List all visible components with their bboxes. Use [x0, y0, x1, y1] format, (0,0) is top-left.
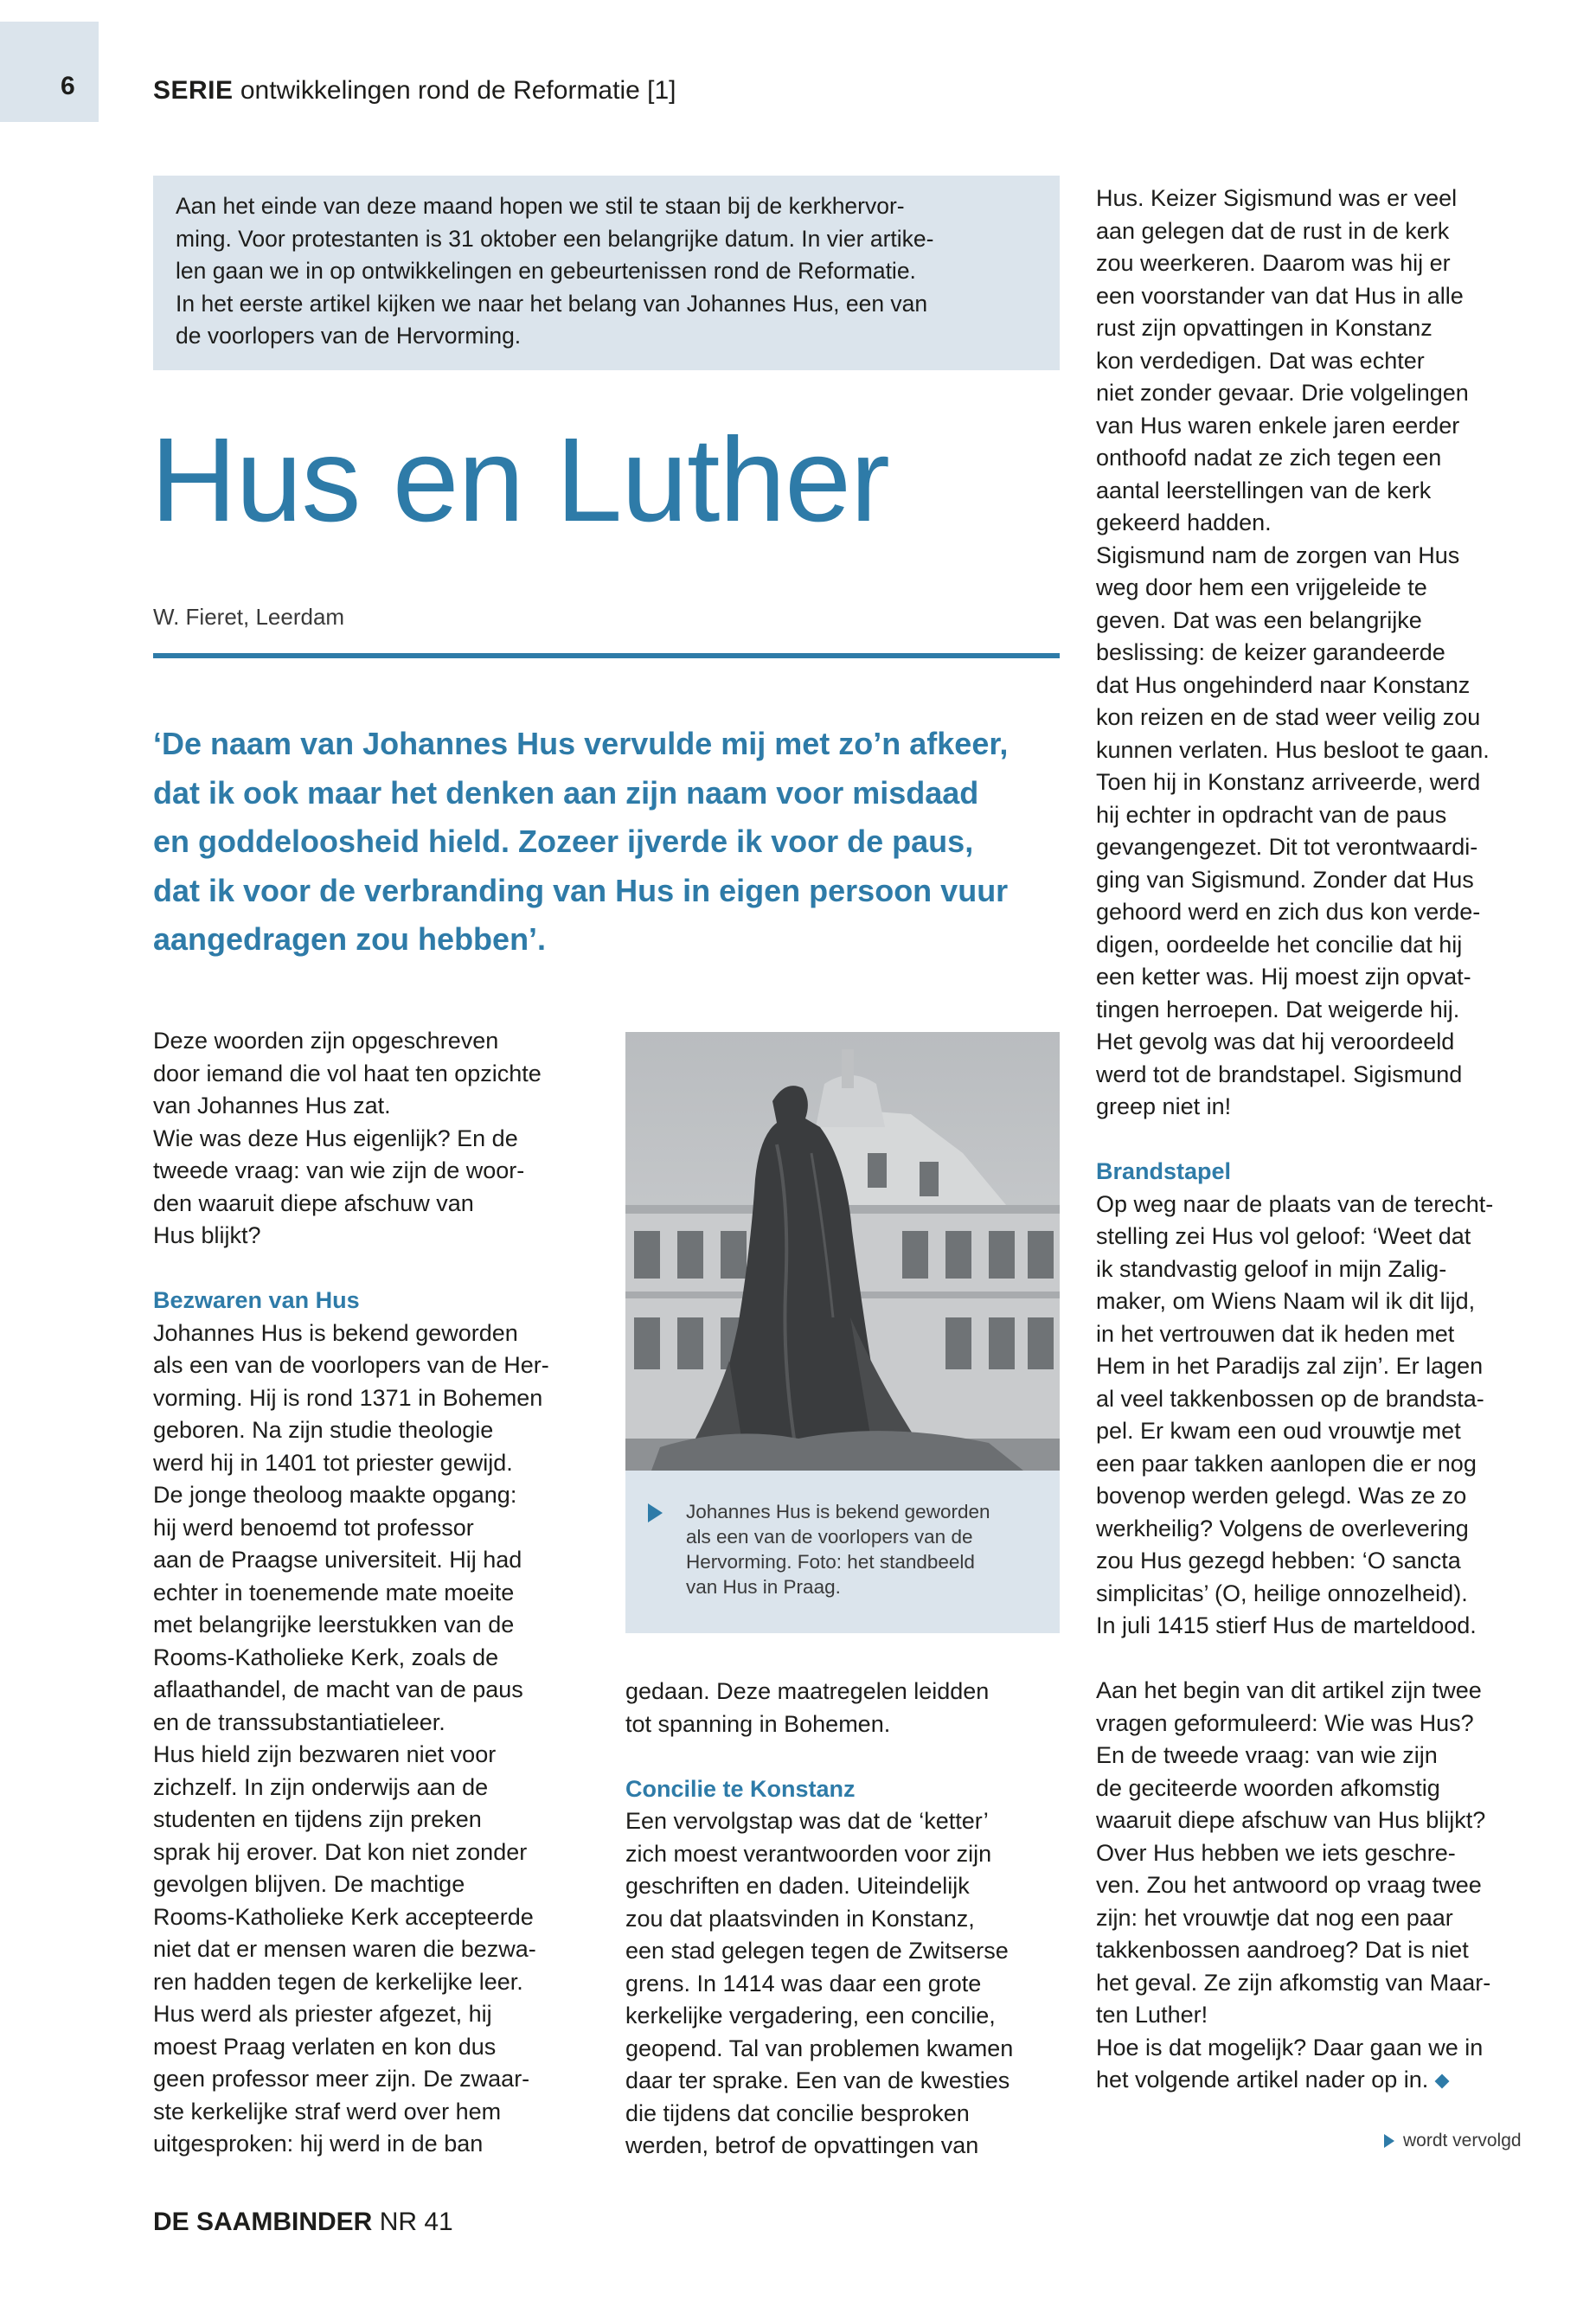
text-line: gehoord werd en zich dus kon verde-	[1096, 899, 1481, 925]
text-line: vorming. Hij is rond 1371 in Bohemen	[153, 1384, 543, 1411]
text-line: al veel takkenbossen op de brandsta-	[1096, 1385, 1484, 1412]
text-line: kon reizen en de stad weer veilig zou	[1096, 704, 1481, 730]
text-line: gevolgen blijven. De machtige	[153, 1871, 465, 1897]
text-line: een stad gelegen tegen de Zwitserse	[625, 1938, 1009, 1964]
text-line: in het vertrouwen dat ik heden met	[1096, 1320, 1455, 1347]
text-line: Rooms-Katholieke Kerk, zoals de	[153, 1644, 499, 1670]
text-line: digen, oordeelde het concilie dat hij	[1096, 931, 1463, 958]
text-line: werd hij in 1401 tot priester gewijd.	[153, 1449, 513, 1476]
text-line: len gaan we in op ontwikkelingen en gebeurtenissen rond de Reformatie.	[176, 258, 916, 284]
text-line: hij echter in opdracht van de paus	[1096, 801, 1447, 828]
text-line: een ketter was. Hij moest zijn opvat-	[1096, 964, 1471, 990]
col2-paragraph-1	[625, 1676, 1062, 1740]
paragraph-gap	[1096, 1643, 1537, 1676]
text-line: tingen herroepen. Dat weigerde hij.	[1096, 996, 1460, 1022]
text-line: ren hadden tegen de kerkelijke leer.	[153, 1968, 523, 1995]
text-line: In juli 1415 stierf Hus de marteldood.	[1096, 1612, 1477, 1638]
text-line: gedaan. Deze maatregelen leidden	[625, 1678, 990, 1704]
text-line: een paar takken aanlopen die er nog	[1096, 1450, 1477, 1477]
text-line: dat ik ook maar het denken aan zijn naam voor misdaad	[153, 774, 979, 811]
text-line: werkheilig? Volgens de overlevering	[1096, 1515, 1469, 1541]
statue-photo	[625, 1032, 1060, 1471]
text-line: Over Hus hebben we iets geschre-	[1096, 1839, 1456, 1866]
text-line: van Johannes Hus zat.	[153, 1093, 391, 1118]
text-line: ming. Voor protestanten is 31 oktober een belangrijke datum. In vier artike-	[176, 225, 934, 252]
text-line: gekeerd hadden.	[1096, 510, 1272, 535]
text-line: maker, om Wiens Naam wil ik dit lijd,	[1096, 1288, 1476, 1314]
paragraph-gap	[1096, 1124, 1537, 1157]
col3-paragraph-1	[1096, 183, 1537, 1124]
photo-caption-box	[625, 1471, 1060, 1633]
text-line: werd tot de brandstapel. Sigismund	[1096, 1061, 1463, 1087]
text-line: geboren. Na zijn studie theologie	[153, 1417, 494, 1443]
text-line: zich moest verantwoorden voor zijn	[625, 1840, 992, 1867]
text-line: Rooms-Katholieke Kerk accepteerde	[153, 1903, 534, 1930]
continued-text: wordt vervolgd	[1403, 2131, 1522, 2150]
text-line: ven. Zou het antwoord op vraag twee	[1096, 1872, 1482, 1898]
text-line: daar ter sprake. Een van de kwesties	[625, 2067, 1010, 2093]
column-1	[153, 1025, 586, 2161]
col1-paragraph-1	[153, 1025, 586, 1253]
text-line: hij werd benoemd tot professor	[153, 1514, 474, 1541]
text-line: echter in toenemende mate moeite	[153, 1579, 515, 1606]
text-line: Op weg naar de plaats van de terecht-	[1096, 1190, 1494, 1217]
text-line: sprak hij erover. Dat kon niet zonder	[153, 1838, 528, 1865]
text-line: bovenop werden gelegd. Was ze zo	[1096, 1483, 1467, 1509]
subheading-brandstapel: Brandstapel	[1096, 1158, 1232, 1184]
text-line: geen professor meer zijn. De zwaar-	[153, 2066, 530, 2092]
text-line: en goddeloosheid hield. Zozeer ijverde ik voor de paus,	[153, 824, 974, 859]
series-title: ontwikkelingen rond de Reformatie [1]	[240, 76, 676, 105]
text-line: zou weerkeren. Daarom was hij er	[1096, 250, 1451, 276]
subheading-concilie: Concilie te Konstanz	[625, 1775, 856, 1802]
col1-paragraph-2	[153, 1317, 586, 2161]
column-2	[625, 1676, 1062, 2163]
text-line: als een van de voorlopers van de Her-	[153, 1352, 549, 1378]
issue-number: NR 41	[379, 2208, 453, 2236]
running-head	[153, 76, 676, 106]
text-line: werden, betrof de opvattingen van	[625, 2132, 979, 2158]
text-line: dat Hus ongehinderd naar Konstanz	[1096, 671, 1471, 698]
col3-paragraph-3	[1096, 1675, 1537, 2097]
text-line: Hus. Keizer Sigismund was er veel	[1096, 185, 1458, 211]
text-line: het volgende artikel nader op in.	[1096, 2064, 1537, 2097]
text-line: aflaathandel, de macht van de paus	[153, 1676, 523, 1702]
text-line: niet dat er mensen waren die bezwa-	[153, 1936, 536, 1962]
photo-caption	[686, 1499, 1051, 1599]
text-line: de geciteerde woorden afkomstig	[1096, 1774, 1440, 1801]
text-line: kon verdedigen. Dat was echter	[1096, 347, 1425, 374]
text-line: gevangengezet. Dit tot verontwaardi-	[1096, 834, 1478, 860]
text-line: tot spanning in Bohemen.	[625, 1710, 891, 1737]
pull-quote	[153, 720, 1060, 965]
magazine-name: DE SAAMBINDER	[153, 2208, 373, 2236]
text-line: aantal leerstellingen van de kerk	[1096, 477, 1432, 503]
text-line: Johannes Hus is bekend geworden	[153, 1319, 518, 1346]
text-line: Deze woorden zijn opgeschreven	[153, 1028, 499, 1054]
title-rule	[153, 653, 1060, 658]
text-line: dat ik voor de verbranding van Hus in eigen persoon vuur	[153, 872, 1009, 908]
end-mark-icon	[1435, 2073, 1450, 2088]
text-line: Hem in het Paradijs zal zijn’. Er lagen	[1096, 1353, 1484, 1379]
text-line: zichzelf. In zijn onderwijs aan de	[153, 1773, 489, 1800]
text-line: takkenbossen aandroeg? Dat is niet	[1096, 1937, 1469, 1963]
text-line: zou Hus gezegd hebben: ‘O sancta	[1096, 1548, 1461, 1574]
text-line: Johannes Hus is bekend geworden	[686, 1501, 990, 1522]
col3-paragraph-2	[1096, 1189, 1537, 1643]
text-line: aan gelegen dat de rust in de kerk	[1096, 217, 1450, 244]
paragraph-gap	[625, 1740, 1062, 1773]
text-line: Wie was deze Hus eigenlijk? En de	[153, 1125, 518, 1151]
text-line: vragen geformuleerd: Wie was Hus?	[1096, 1709, 1474, 1736]
paragraph-gap	[153, 1253, 586, 1285]
text-line: ste kerkelijke straf werd over hem	[153, 2098, 502, 2125]
text-line: zou dat plaatsvinden in Konstanz,	[625, 1905, 975, 1932]
text-line: Hoe is dat mogelijk? Daar gaan we in	[1096, 2034, 1484, 2061]
text-line: onthoofd nadat ze zich tegen een	[1096, 445, 1442, 471]
text-line: geven. Dat was een belangrijke	[1096, 606, 1422, 633]
text-line: Het gevolg was dat hij veroordeeld	[1096, 1029, 1455, 1054]
text-line: moest Praag verlaten en kon dus	[153, 2033, 497, 2060]
text-line: een voorstander van dat Hus in alle	[1096, 282, 1464, 309]
text-line: van Hus waren enkele jaren eerder	[1096, 412, 1460, 439]
continued-arrow-icon	[1384, 2134, 1394, 2148]
column-3	[1096, 183, 1537, 2097]
page-number-tab	[0, 22, 99, 122]
intro-box	[153, 176, 1060, 370]
text-line: Toen hij in Konstanz arriveerde, werd	[1096, 769, 1481, 795]
text-line: greep niet in!	[1096, 1093, 1232, 1119]
text-line: Hus blijkt?	[153, 1222, 261, 1248]
subheading-bezwaren: Bezwaren van Hus	[153, 1287, 360, 1313]
text-line: het geval. Ze zijn afkomstig van Maar-	[1096, 1969, 1491, 1996]
text-line: geopend. Tal van problemen kwamen	[625, 2035, 1014, 2061]
text-line: door iemand die vol haat ten opzichte	[153, 1060, 542, 1086]
text-line: stelling zei Hus vol geloof: ‘Weet dat	[1096, 1223, 1471, 1249]
text-line: waaruit diepe afschuw van Hus blijkt?	[1096, 1807, 1486, 1833]
text-line: kerkelijke vergadering, een concilie,	[625, 2003, 996, 2029]
text-line: Aan het begin van dit artikel zijn twee	[1096, 1677, 1482, 1703]
text-line: als een van de voorlopers van de	[686, 1526, 973, 1548]
text-line: En de tweede vraag: van wie zijn	[1096, 1742, 1438, 1768]
text-line: en de transsubstantiatieleer.	[153, 1708, 445, 1735]
footer	[153, 2208, 453, 2237]
text-line: ik standvastig geloof in mijn Zalig-	[1096, 1255, 1447, 1282]
text-line: beslissing: de keizer garandeerde	[1096, 639, 1445, 665]
text-line: de voorlopers van de Hervorming.	[176, 323, 522, 349]
text-line: aan de Praagse universiteit. Hij had	[153, 1547, 522, 1573]
text-line: Een vervolgstap was dat de ‘ketter’	[625, 1808, 989, 1834]
text-line: tweede vraag: van wie zijn de woor-	[153, 1157, 525, 1183]
text-line: weg door hem een vrijgeleide te	[1096, 574, 1427, 600]
text-line: In het eerste artikel kijken we naar het belang van Johannes Hus, een van	[176, 290, 928, 317]
text-line: rust zijn opvattingen in Konstanz	[1096, 315, 1433, 341]
text-line: geschriften en daden. Uiteindelijk	[625, 1873, 970, 1899]
text-line: grens. In 1414 was daar een grote	[625, 1970, 982, 1997]
text-line: Hus werd als priester afgezet, hij	[153, 2001, 492, 2027]
article-title: Hus en Luther	[151, 413, 889, 547]
text-line: pel. Er kwam een oud vrouwtje met	[1096, 1418, 1461, 1444]
caption-arrow-icon	[648, 1503, 663, 1522]
text-line: aangedragen zou hebben’.	[153, 921, 547, 957]
text-line: ‘De naam van Johannes Hus vervulde mij met zo’n afkeer,	[153, 726, 1009, 761]
text-line: Aan het einde van deze maand hopen we stil te staan bij de kerkhervor-	[176, 193, 905, 219]
intro-text	[176, 190, 1034, 353]
text-line: De jonge theoloog maakte opgang:	[153, 1482, 517, 1508]
text-line: Sigismund nam de zorgen van Hus	[1096, 542, 1460, 568]
series-label: SERIE	[153, 76, 234, 105]
col2-paragraph-2	[625, 1805, 1062, 2163]
text-line: van Hus in Praag.	[686, 1576, 841, 1598]
text-line: simplicitas’ (O, heilige onnozelheid).	[1096, 1580, 1468, 1606]
text-line: Hus hield zijn bezwaren niet voor	[153, 1741, 497, 1767]
text-line: zijn: het vrouwtje dat nog een paar	[1096, 1904, 1453, 1931]
continued-note	[1384, 2131, 1522, 2151]
text-line: ging van Sigismund. Zonder dat Hus	[1096, 866, 1474, 893]
text-line: uitgesproken: hij werd in de ban	[153, 2131, 484, 2157]
page-number: 6	[61, 72, 75, 100]
text-line: niet zonder gevaar. Drie volgelingen	[1096, 380, 1469, 406]
text-line: studenten en tijdens zijn preken	[153, 1806, 482, 1832]
text-line: die tijdens dat concilie besproken	[625, 2099, 970, 2126]
text-line: met belangrijke leerstukken van de	[153, 1612, 515, 1638]
text-line: Hervorming. Foto: het standbeeld	[686, 1551, 975, 1573]
text-line: kunnen verlaten. Hus besloot te gaan.	[1096, 736, 1490, 763]
byline: W. Fieret, Leerdam	[153, 604, 345, 630]
text-line: ten Luther!	[1096, 2002, 1208, 2028]
text-line: den waaruit diepe afschuw van	[153, 1189, 474, 1216]
